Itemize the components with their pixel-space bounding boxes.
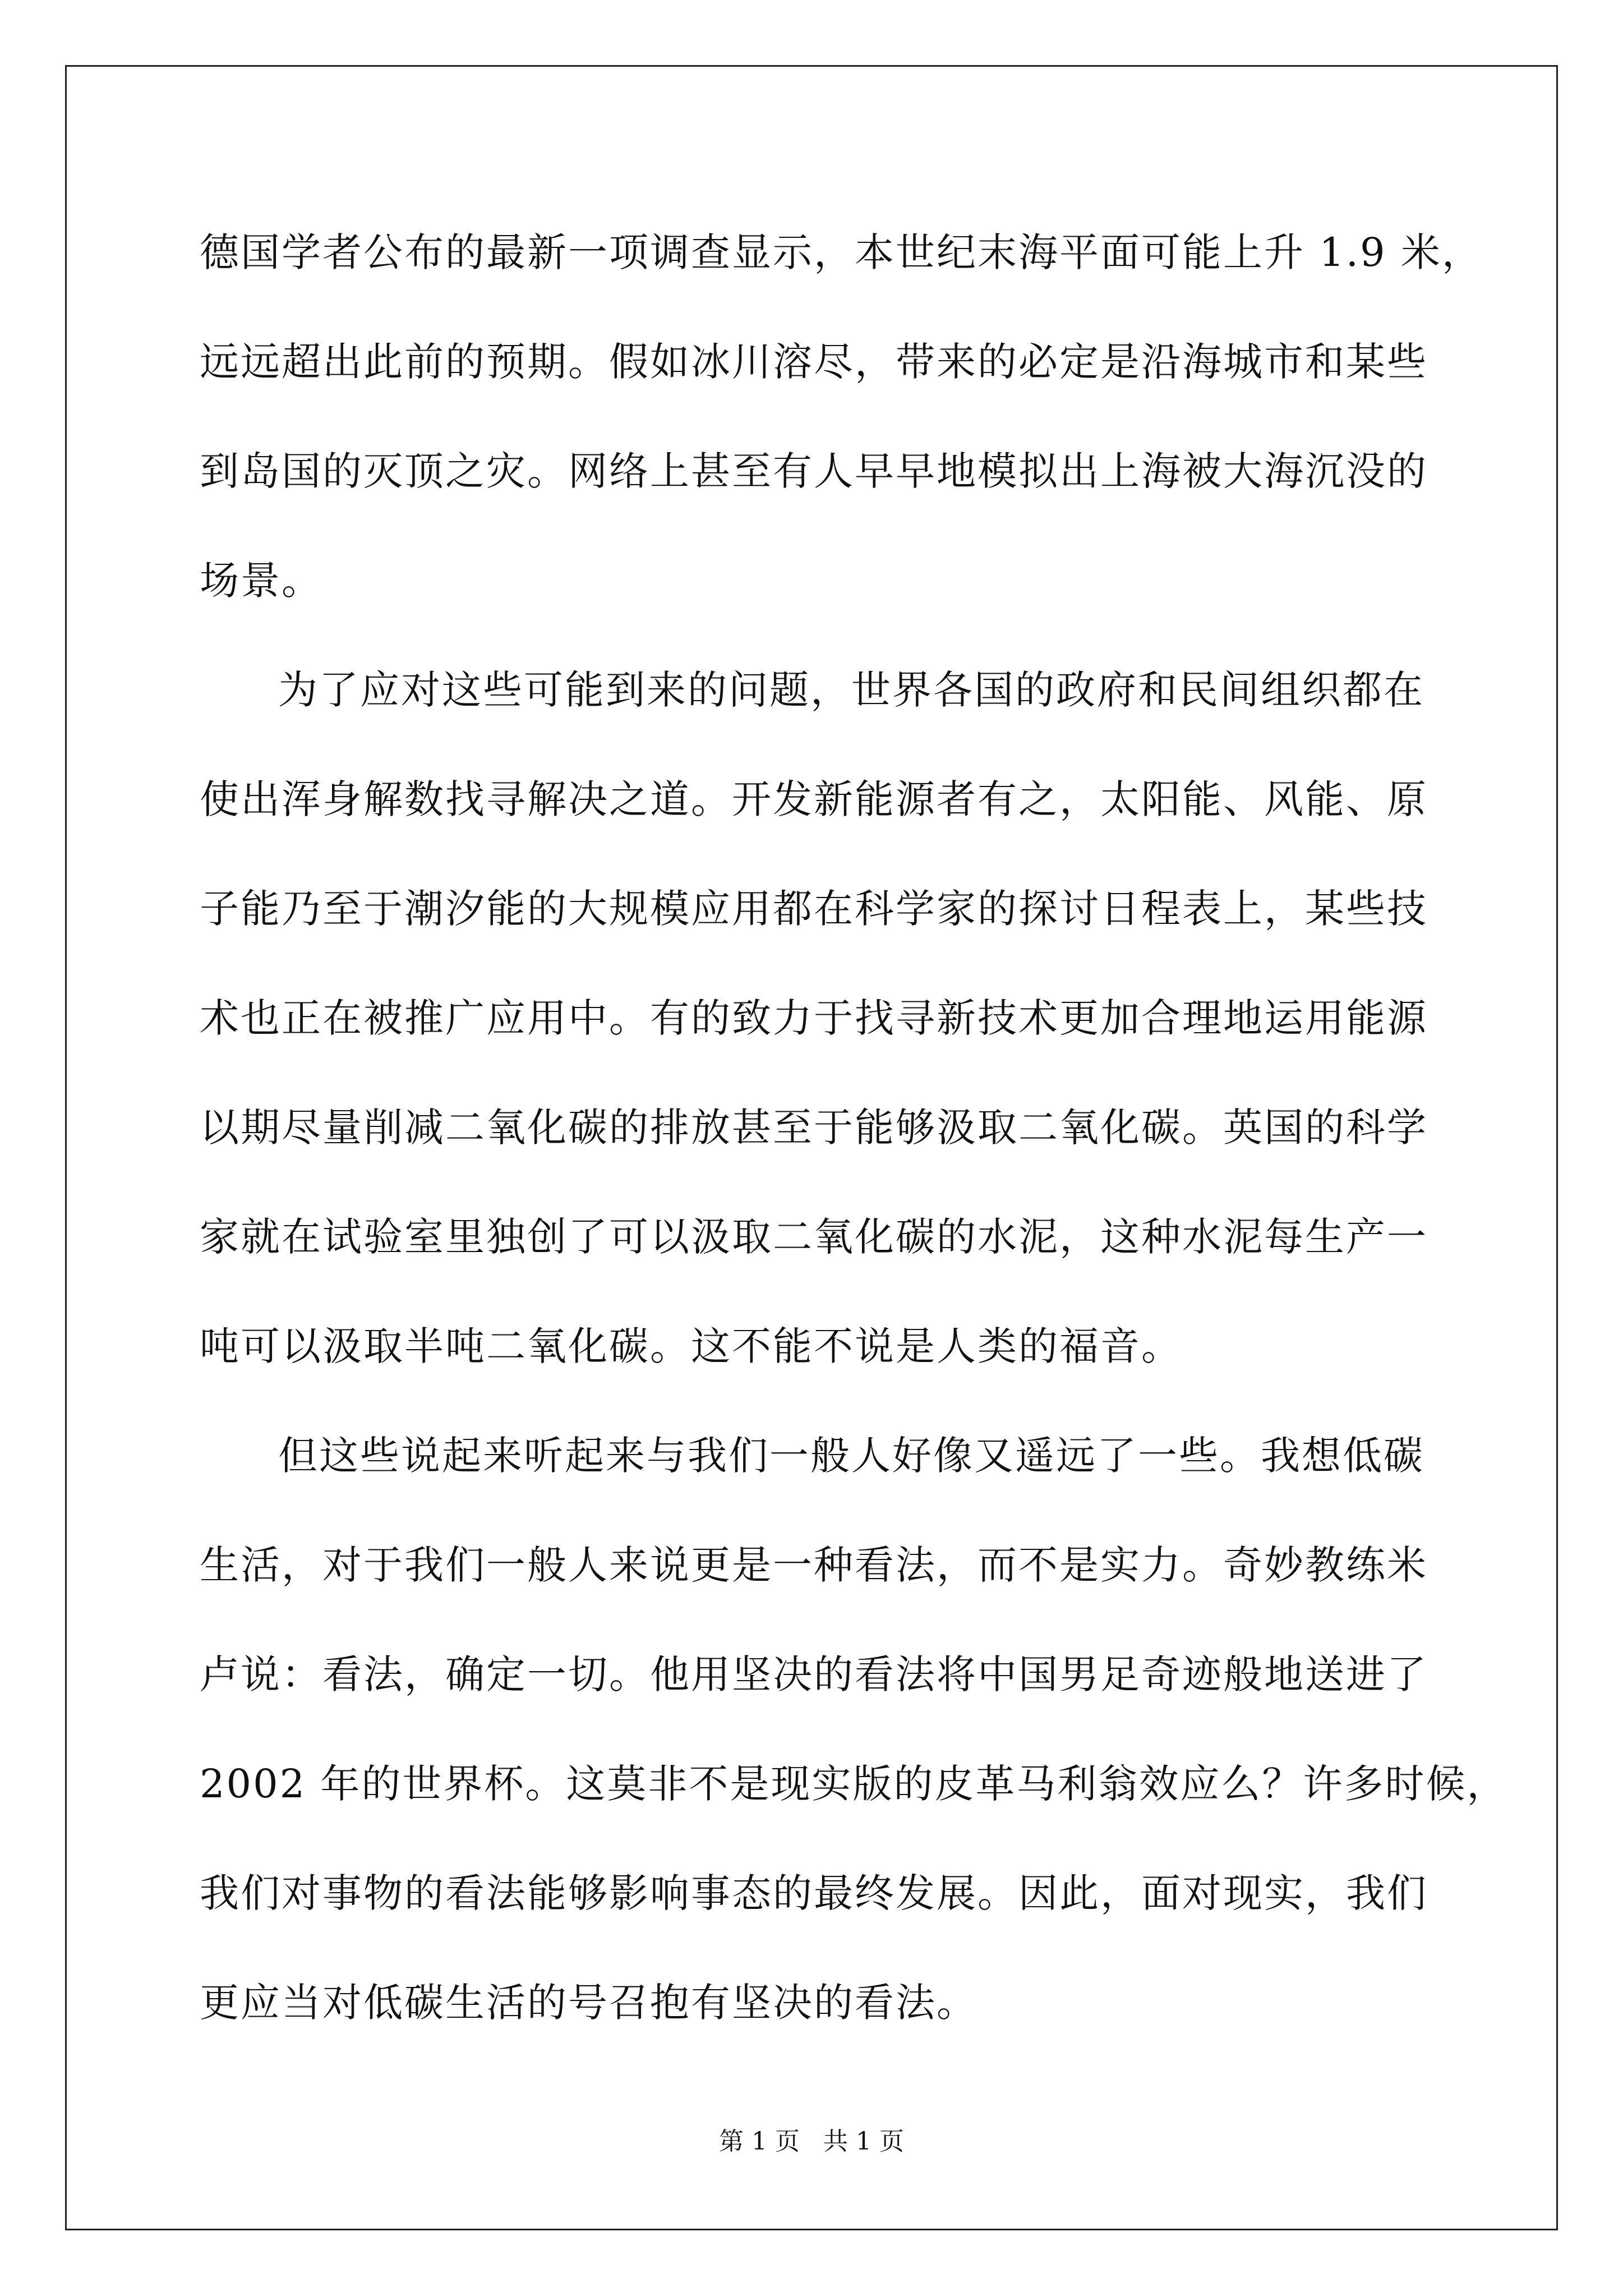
- text-line: 场景。: [200, 558, 322, 604]
- text-line: 德国学者公布的最新一项调查显示，本世纪末海平面可能上升 1.9 米，: [200, 229, 1483, 275]
- text-line: 生活，对于我们一般人来说更是一种看法，而不是实力。奇妙教练米: [200, 1542, 1428, 1588]
- text-line: 卢说：看法，确定一切。他用坚决的看法将中国男足奇迹般地送进了: [200, 1651, 1428, 1697]
- text-line: 远远超出此前的预期。假如冰川溶尽，带来的必定是沿海城市和某些: [200, 339, 1428, 385]
- page-number: 第 1 页: [719, 2127, 800, 2156]
- page-footer: [0, 2125, 1623, 2159]
- text-line: 子能乃至于潮汐能的大规模应用都在科学家的探讨日程表上，某些技: [200, 886, 1428, 932]
- text-line: 为了应对这些可能到来的问题，世界各国的政府和民间组织都在: [278, 667, 1424, 713]
- text-line: 吨可以汲取半吨二氧化碳。这不能不说是人类的福音。: [200, 1323, 1182, 1369]
- text-line: 以期尽量削减二氧化碳的排放甚至于能够汲取二氧化碳。英国的科学: [200, 1105, 1428, 1151]
- text-line: 但这些说起来听起来与我们一般人好像又遥远了一些。我想低碳: [278, 1433, 1424, 1479]
- page-total: 共 1 页: [823, 2127, 904, 2156]
- text-line: 家就在试验室里独创了可以汲取二氧化碳的水泥，这种水泥每生产一: [200, 1214, 1428, 1260]
- text-line: 到岛国的灭顶之灾。网络上甚至有人早早地模拟出上海被大海沉没的: [200, 448, 1428, 494]
- text-line: 使出浑身解数找寻解决之道。开发新能源者有之，太阳能、风能、原: [200, 776, 1428, 822]
- text-line: 我们对事物的看法能够影响事态的最终发展。因此，面对现实，我们: [200, 1870, 1428, 1916]
- text-line: 术也正在被推广应用中。有的致力于找寻新技术更加合理地运用能源: [200, 995, 1428, 1041]
- text-line: 2002 年的世界杯。这莫非不是现实版的皮革马利翁效应么？许多时候，: [200, 1761, 1508, 1807]
- text-line: 更应当对低碳生活的号召抱有坚决的看法。: [200, 1980, 978, 2026]
